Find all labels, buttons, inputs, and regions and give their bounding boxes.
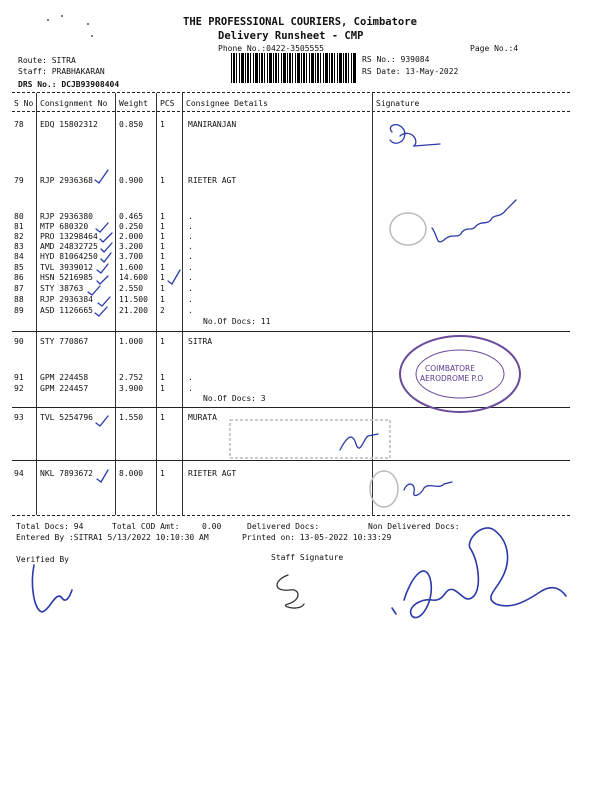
row-consignee: . [188,306,193,315]
row-consignee: . [188,284,193,293]
row-consignment: TVL 5254796 [40,413,93,422]
row-consignee: . [188,384,193,393]
row-pcs: 1 [160,263,165,272]
row-pcs: 1 [160,120,165,129]
check-mark [101,253,111,262]
row-consignment: STY 38763 [40,284,84,293]
row-consignee: . [188,295,193,304]
faded-stamp [230,213,426,507]
docs-count: No.Of Docs: 3 [203,394,266,403]
staff-signature [277,575,304,608]
row-consignment: TVL 3939012 [40,263,93,272]
check-mark [101,243,112,252]
check-mark [100,233,112,242]
row-sno: 82 [14,232,24,241]
row-consignment: HYD 81064250 [40,252,98,261]
row-weight: 14.600 [119,273,148,282]
row-sno: 90 [14,337,24,346]
scan-marks [47,15,93,37]
delivery-signature [404,528,566,618]
row-sno: 81 [14,222,24,231]
rs-number: RS No.: 939084 [362,55,430,64]
row-consignment: RJP 2936384 [40,295,93,304]
stamp-line2: AERODROME P.O [420,374,484,383]
row-consignee: . [188,373,193,382]
row-sno: 94 [14,469,24,478]
round-stamp [400,336,520,412]
row-pcs: 1 [160,212,165,221]
check-mark [96,223,108,232]
check-mark [95,307,107,316]
row-consignee: . [188,242,193,251]
signature-scribble [432,200,516,242]
row-weight: 2.550 [119,284,144,293]
total-docs: Total Docs: 94 [16,522,84,531]
row-consignment: NKL 7893672 [40,469,93,478]
row-consignment: STY 770867 [40,337,89,346]
check-mark [88,286,100,295]
row-pcs: 1 [160,222,165,231]
row-sno: 79 [14,176,24,185]
row-consignee: . [188,263,193,272]
row-sno: 86 [14,273,24,282]
row-sno: 92 [14,384,24,393]
row-sno: 89 [14,306,24,315]
row-consignment: AMD 24832725 [40,242,98,251]
total-cod-label: Total COD Amt: [112,522,180,531]
row-pcs: 1 [160,373,165,382]
row-pcs: 1 [160,295,165,304]
row-pcs: 1 [160,273,165,282]
row-consignment: EDQ 15802312 [40,120,98,129]
row-pcs: 1 [160,176,165,185]
drs-number: DRS No.: DCJB93908404 [18,80,120,89]
row-weight: 2.000 [119,232,144,241]
row-weight: 0.465 [119,212,144,221]
delivery-signature-mark [392,608,396,614]
route: Route: SITRA [18,56,76,65]
row-sno: 84 [14,252,24,261]
row-weight: 2.752 [119,373,144,382]
row-consignee: RIETER AGT [188,176,237,185]
delivered-docs: Delivered Docs: [247,522,320,531]
check-mark [168,270,180,284]
check-mark [95,170,108,183]
row-weight: 11.500 [119,295,148,304]
printed-on: Printed on: 13-05-2022 10:33:29 [242,533,392,542]
entered-by: Entered By :SITRA1 5/13/2022 10:10:30 AM [16,533,209,542]
check-mark [97,276,108,284]
row-consignee: . [188,252,193,261]
runsheet-title: Delivery Runsheet - CMP [218,30,364,42]
row-weight: 3.200 [119,242,144,251]
company-name: THE PROFESSIONAL COURIERS, Coimbatore [183,16,417,28]
phone-number: Phone No.:0422-3505555 [218,44,324,53]
row-sno: 80 [14,212,24,221]
col-pcs: PCS [160,99,175,108]
non-delivered-docs: Non Delivered Docs: [368,522,460,531]
row-consignee: . [188,273,193,282]
row-consignment: RJP 2936368 [40,176,93,185]
row-pcs: 1 [160,413,165,422]
row-consignment: HSN 5216985 [40,273,93,282]
row-sno: 83 [14,242,24,251]
row-pcs: 1 [160,252,165,261]
docs-count: No.Of Docs: 11 [203,317,271,326]
rs-date: RS Date: 13-May-2022 [362,67,459,76]
row-weight: 1.600 [119,263,144,272]
row-sno: 78 [14,120,24,129]
row-pcs: 1 [160,242,165,251]
row-pcs: 1 [160,337,165,346]
total-cod-value: 0.00 [202,522,222,531]
row-consignment: RJP 2936380 [40,212,93,221]
check-mark [97,264,108,273]
row-pcs: 1 [160,232,165,241]
row-consignee: MURATA [188,413,217,422]
row-sno: 88 [14,295,24,304]
col-signature: Signature [376,99,420,108]
page-number: Page No.:4 [470,44,519,53]
signature-scribble [404,482,452,495]
row-sno: 93 [14,413,24,422]
row-weight: 8.000 [119,469,144,478]
verified-signature [32,565,72,612]
row-consignment: PRO 13298464 [40,232,98,241]
row-weight: 21.200 [119,306,148,315]
row-pcs: 2 [160,306,165,315]
row-weight: 0.850 [119,120,144,129]
row-pcs: 1 [160,284,165,293]
verified-by-label: Verified By [16,555,69,564]
col-consignment: Consignment No [40,99,108,108]
staff: Staff: PRABHAKARAN [18,67,105,76]
row-sno: 87 [14,284,24,293]
stamp-line1: COIMBATORE [425,364,475,373]
col-sno: S No [14,99,34,108]
row-consignment: GPM 224457 [40,384,89,393]
row-consignment: ASD 1126665 [40,306,93,315]
col-weight: Weight [119,99,148,108]
check-mark [97,470,108,482]
row-consignee: SITRA [188,337,213,346]
signature-scribble [390,125,440,146]
row-sno: 85 [14,263,24,272]
row-pcs: 1 [160,384,165,393]
row-pcs: 1 [160,469,165,478]
staff-signature-label: Staff Signature [271,553,344,562]
row-sno: 91 [14,373,24,382]
check-mark [98,297,110,306]
row-consignee: . [188,222,193,231]
signature-scribble [340,434,378,450]
row-weight: 3.900 [119,384,144,393]
row-weight: 1.000 [119,337,144,346]
check-mark [96,416,108,426]
row-consignee: RIETER AGT [188,469,237,478]
row-consignee: . [188,212,193,221]
row-weight: 3.700 [119,252,144,261]
row-consignee: . [188,232,193,241]
row-consignment: GPM 224458 [40,373,89,382]
row-weight: 0.250 [119,222,144,231]
col-consignee: Consignee Details [186,99,268,108]
row-weight: 0.900 [119,176,144,185]
row-consignment: MTP 680320 [40,222,89,231]
row-consignee: MANIRANJAN [188,120,237,129]
row-weight: 1.550 [119,413,144,422]
